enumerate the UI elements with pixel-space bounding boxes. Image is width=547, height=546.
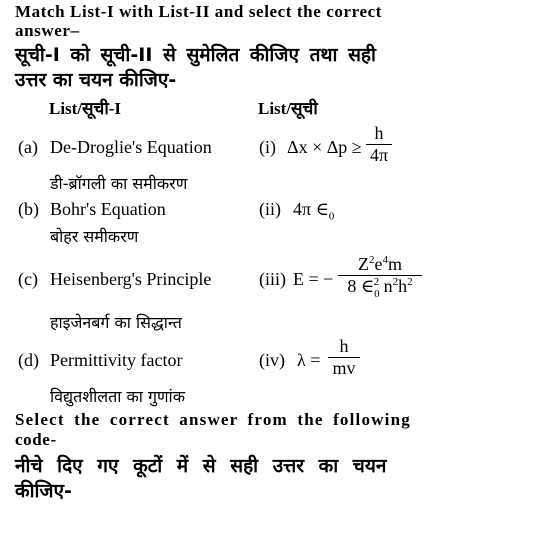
list2-iii-label: (iii)	[259, 269, 286, 289]
list2-iii-lhs: E = −	[293, 269, 334, 289]
list1-c-hi: हाइजेनबर्ग का सिद्धान्त	[50, 313, 182, 332]
question-hi-line1: सूची-I को सूची-II से सुमेलित कीजिए तथा सही	[15, 44, 376, 66]
list2-i-lhs: Δx × Δp ≥	[287, 137, 362, 157]
list2-ii-expr	[293, 199, 334, 223]
list2-i-denominator: 4π	[369, 145, 389, 165]
list2-iii-denominator: 8 $\in_0^2$ $n^2h^2$	[347, 276, 413, 300]
list1-b-en: Bohr's Equation	[50, 199, 166, 219]
list1-b-hi: बोहर समीकरण	[50, 227, 139, 246]
list1-d-label: (d)	[18, 350, 39, 370]
list2-iv-label: (iv)	[259, 350, 285, 370]
list2-iv-fraction	[328, 336, 360, 379]
list2-i-label: (i)	[259, 137, 276, 157]
list2-ii-label: (ii)	[259, 199, 281, 219]
question-en-line2: answer–	[15, 21, 80, 40]
list2-iv-numerator: h	[339, 336, 349, 356]
list2-iii-numerator: $Z^2e^4m$	[357, 254, 402, 274]
list2-iv-denominator: mv	[332, 358, 356, 378]
list1-d-hi: विद्युतशीलता का गुणांक	[50, 387, 185, 406]
question-hi-line2: उत्तर का चयन कीजिए-	[15, 69, 177, 91]
list2-i-numerator: h	[374, 123, 384, 143]
list2-header: List/सूची	[258, 99, 318, 118]
footer-hi-line2: कीजिए-	[15, 480, 72, 502]
list1-d-en: Permittivity factor	[50, 350, 183, 370]
list2-i-fraction	[366, 123, 392, 166]
list1-header: List/सूची-I	[49, 99, 122, 118]
list1-a-hi: डी-ब्रॉगली का समीकरण	[50, 174, 188, 193]
list1-a-label: (a)	[18, 137, 38, 157]
list2-iii-fraction	[338, 254, 422, 300]
list1-b-label: (b)	[18, 199, 39, 219]
list1-c-label: (c)	[18, 269, 38, 289]
list2-ii-sub: 0	[328, 210, 335, 223]
footer-en-line2: code-	[15, 430, 57, 449]
question-en-line1: Match List-I with List-II and select the correct	[15, 2, 383, 21]
footer-hi-line1: नीचे दिए गए कूटों में से सही उत्तर का चयन	[15, 455, 387, 477]
footer-en-line1: Select the correct answer from the following	[15, 410, 411, 429]
list2-ii-main: 4π ∈	[293, 199, 329, 219]
list2-iv-lhs: λ =	[297, 350, 321, 370]
list1-a-en: De-Droglie's Equation	[50, 137, 212, 157]
list1-c-en: Heisenberg's Principle	[50, 269, 212, 289]
